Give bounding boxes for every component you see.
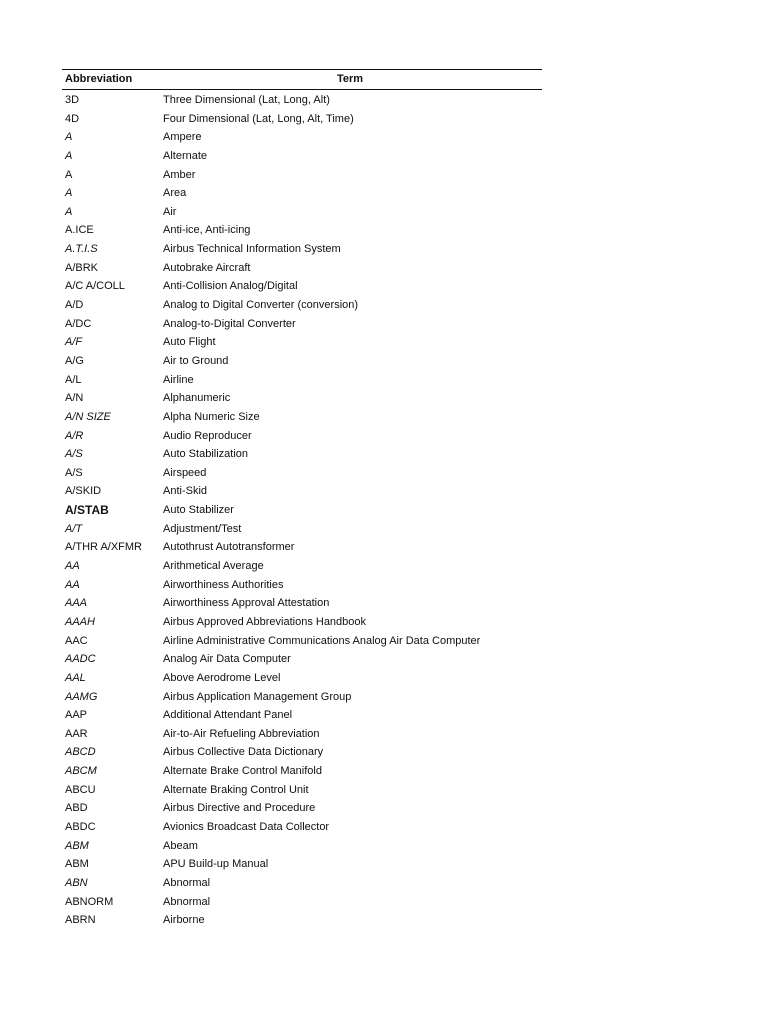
table-row bbox=[62, 913, 542, 932]
term-cell: Adjustment/Test bbox=[163, 522, 242, 535]
term-cell: Area bbox=[163, 187, 187, 200]
table-row bbox=[62, 559, 542, 578]
table-row bbox=[62, 839, 542, 858]
abbreviation-cell: A/T bbox=[65, 522, 83, 535]
abbreviation-cell: A bbox=[65, 187, 73, 200]
table-row bbox=[62, 876, 542, 895]
abbreviation-cell: AA bbox=[65, 578, 80, 591]
term-cell: Airborne bbox=[163, 914, 205, 927]
table-row bbox=[62, 242, 542, 261]
table-row bbox=[62, 764, 542, 783]
abbreviation-cell: A.T.I.S bbox=[65, 243, 98, 256]
table-row bbox=[62, 596, 542, 615]
table-row bbox=[62, 578, 542, 597]
abbreviation-cell: ABNORM bbox=[65, 895, 114, 908]
term-cell: Additional Attendant Panel bbox=[163, 709, 293, 722]
abbreviation-cell: A/G bbox=[65, 354, 84, 367]
table-row bbox=[62, 335, 542, 354]
abbreviation-cell: A/DC bbox=[65, 317, 92, 330]
term-cell: Air to Ground bbox=[163, 354, 229, 367]
table-row bbox=[62, 130, 542, 149]
table-row bbox=[62, 484, 542, 503]
table-row bbox=[62, 447, 542, 466]
term-cell: Airbus Technical Information System bbox=[163, 243, 341, 256]
term-cell: Air-to-Air Refueling Abbreviation bbox=[163, 727, 320, 740]
term-cell: APU Build-up Manual bbox=[163, 858, 269, 871]
term-cell: Audio Reproducer bbox=[163, 429, 252, 442]
table-top-rule bbox=[62, 69, 542, 70]
term-cell: Auto Stabilization bbox=[163, 448, 248, 461]
abbreviation-cell: A/R bbox=[65, 429, 84, 442]
abbreviation-column-header: Abbreviation bbox=[65, 73, 133, 85]
table-row bbox=[62, 317, 542, 336]
term-cell: Anti-ice, Anti-icing bbox=[163, 224, 251, 237]
term-cell: Anti-Collision Analog/Digital bbox=[163, 280, 298, 293]
table-row bbox=[62, 857, 542, 876]
abbreviation-cell: A/N SIZE bbox=[65, 410, 111, 423]
abbreviation-cell: A/C A/COLL bbox=[65, 280, 125, 293]
table-row bbox=[62, 429, 542, 448]
abbreviation-cell: AA bbox=[65, 560, 80, 573]
abbreviation-cell: A/THR A/XFMR bbox=[65, 541, 143, 554]
abbreviation-cell: AAP bbox=[65, 709, 88, 722]
abbreviation-cell: ABCM bbox=[65, 765, 97, 778]
table-row bbox=[62, 149, 542, 168]
table-row bbox=[62, 205, 542, 224]
table-row bbox=[62, 671, 542, 690]
table-row bbox=[62, 801, 542, 820]
abbreviation-cell: A bbox=[65, 205, 73, 218]
table-row bbox=[62, 466, 542, 485]
abbreviation-cell: AAL bbox=[65, 671, 86, 684]
table-row bbox=[62, 373, 542, 392]
term-cell: Autothrust Autotransformer bbox=[163, 541, 295, 554]
table-row bbox=[62, 522, 542, 541]
abbreviation-cell: A/S bbox=[65, 466, 83, 479]
table-row bbox=[62, 634, 542, 653]
table-row bbox=[62, 745, 542, 764]
abbreviation-cell: ABD bbox=[65, 802, 88, 815]
table-row bbox=[62, 783, 542, 802]
table-row bbox=[62, 895, 542, 914]
abbreviation-cell: ABDC bbox=[65, 820, 96, 833]
table-row bbox=[62, 540, 542, 559]
term-cell: Abnormal bbox=[163, 876, 211, 889]
term-cell: Arithmetical Average bbox=[163, 560, 264, 573]
term-cell: Airbus Collective Data Dictionary bbox=[163, 746, 324, 759]
table-row bbox=[62, 690, 542, 709]
abbreviation-cell: ABM bbox=[65, 839, 89, 852]
abbreviation-cell: A/D bbox=[65, 299, 84, 312]
table-row bbox=[62, 652, 542, 671]
table-header-rule bbox=[62, 89, 542, 90]
term-cell: Abeam bbox=[163, 839, 198, 852]
table-row bbox=[62, 820, 542, 839]
term-cell: Analog to Digital Converter (conversion) bbox=[163, 299, 359, 312]
table-row bbox=[62, 168, 542, 187]
term-cell: Analog-to-Digital Converter bbox=[163, 317, 296, 330]
table-row bbox=[62, 186, 542, 205]
term-cell: Airbus Application Management Group bbox=[163, 690, 352, 703]
table-row bbox=[62, 615, 542, 634]
term-cell: Air bbox=[163, 205, 177, 218]
abbreviation-cell: AAA bbox=[65, 597, 88, 610]
table-body bbox=[62, 93, 542, 932]
table-row bbox=[62, 727, 542, 746]
table-row bbox=[62, 112, 542, 131]
term-cell: Alternate bbox=[163, 149, 208, 162]
abbreviation-cell: A/SKID bbox=[65, 485, 102, 498]
abbreviation-cell: ABCD bbox=[65, 746, 96, 759]
abbreviation-cell: AAC bbox=[65, 634, 88, 647]
abbreviation-cell: A/L bbox=[65, 373, 82, 386]
term-cell: Airspeed bbox=[163, 466, 207, 479]
term-cell: Airworthiness Authorities bbox=[163, 578, 284, 591]
term-cell: Analog Air Data Computer bbox=[163, 653, 291, 666]
table-row bbox=[62, 354, 542, 373]
table-row bbox=[62, 410, 542, 429]
abbreviation-cell: AAAH bbox=[65, 615, 95, 628]
abbreviation-cell: ABN bbox=[65, 876, 88, 889]
abbreviation-cell: 3D bbox=[65, 94, 80, 106]
abbreviation-cell: A/N bbox=[65, 392, 84, 405]
abbreviation-cell: ABRN bbox=[65, 914, 96, 927]
term-cell: Anti-Skid bbox=[163, 485, 208, 498]
term-cell: Auto Flight bbox=[163, 336, 216, 349]
term-cell: Four Dimensional (Lat, Long, Alt, Time) bbox=[163, 112, 354, 125]
term-cell: Alphanumeric bbox=[163, 392, 231, 405]
term-cell: Alternate Braking Control Unit bbox=[163, 783, 309, 796]
table-row bbox=[62, 298, 542, 317]
term-cell: Airline bbox=[163, 373, 194, 386]
table-row bbox=[62, 261, 542, 280]
abbreviation-cell: ABCU bbox=[65, 783, 96, 796]
abbreviation-cell: A bbox=[65, 168, 73, 181]
abbreviation-cell: A bbox=[65, 131, 73, 144]
abbreviation-cell: A/F bbox=[65, 336, 83, 349]
abbreviation-cell: AADC bbox=[65, 653, 96, 666]
abbreviation-cell: A bbox=[65, 149, 73, 162]
abbreviation-cell: AAR bbox=[65, 727, 88, 740]
table-row bbox=[62, 279, 542, 298]
term-cell: Airbus Approved Abbreviations Handbook bbox=[163, 615, 367, 628]
abbreviation-cell: A/STAB bbox=[65, 503, 109, 518]
term-column-header: Term bbox=[337, 73, 364, 85]
table-row bbox=[62, 708, 542, 727]
abbreviation-cell: A/S bbox=[65, 448, 83, 461]
term-cell: Alternate Brake Control Manifold bbox=[163, 765, 322, 778]
abbreviation-cell: AAMG bbox=[65, 690, 98, 703]
abbreviation-cell: 4D bbox=[65, 112, 80, 125]
abbreviation-cell: ABM bbox=[65, 858, 89, 871]
abbreviation-cell: A.ICE bbox=[65, 224, 94, 237]
term-cell: Ampere bbox=[163, 131, 202, 144]
term-cell: Airline Administrative Communications Analog Air Data Computer bbox=[163, 634, 481, 647]
table-row bbox=[62, 93, 542, 112]
term-cell: Airbus Directive and Procedure bbox=[163, 802, 316, 815]
term-cell: Autobrake Aircraft bbox=[163, 261, 251, 274]
term-cell: Three Dimensional (Lat, Long, Alt) bbox=[163, 94, 330, 106]
table-row bbox=[62, 391, 542, 410]
term-cell: Above Aerodrome Level bbox=[163, 671, 281, 684]
table-row bbox=[62, 503, 542, 522]
term-cell: Airworthiness Approval Attestation bbox=[163, 597, 330, 610]
term-cell: Auto Stabilizer bbox=[163, 504, 234, 517]
term-cell: Amber bbox=[163, 168, 196, 181]
table-header bbox=[62, 73, 542, 89]
term-cell: Avionics Broadcast Data Collector bbox=[163, 820, 330, 833]
term-cell: Alpha Numeric Size bbox=[163, 410, 260, 423]
term-cell: Abnormal bbox=[163, 895, 211, 908]
table-row bbox=[62, 223, 542, 242]
abbreviation-cell: A/BRK bbox=[65, 261, 99, 274]
